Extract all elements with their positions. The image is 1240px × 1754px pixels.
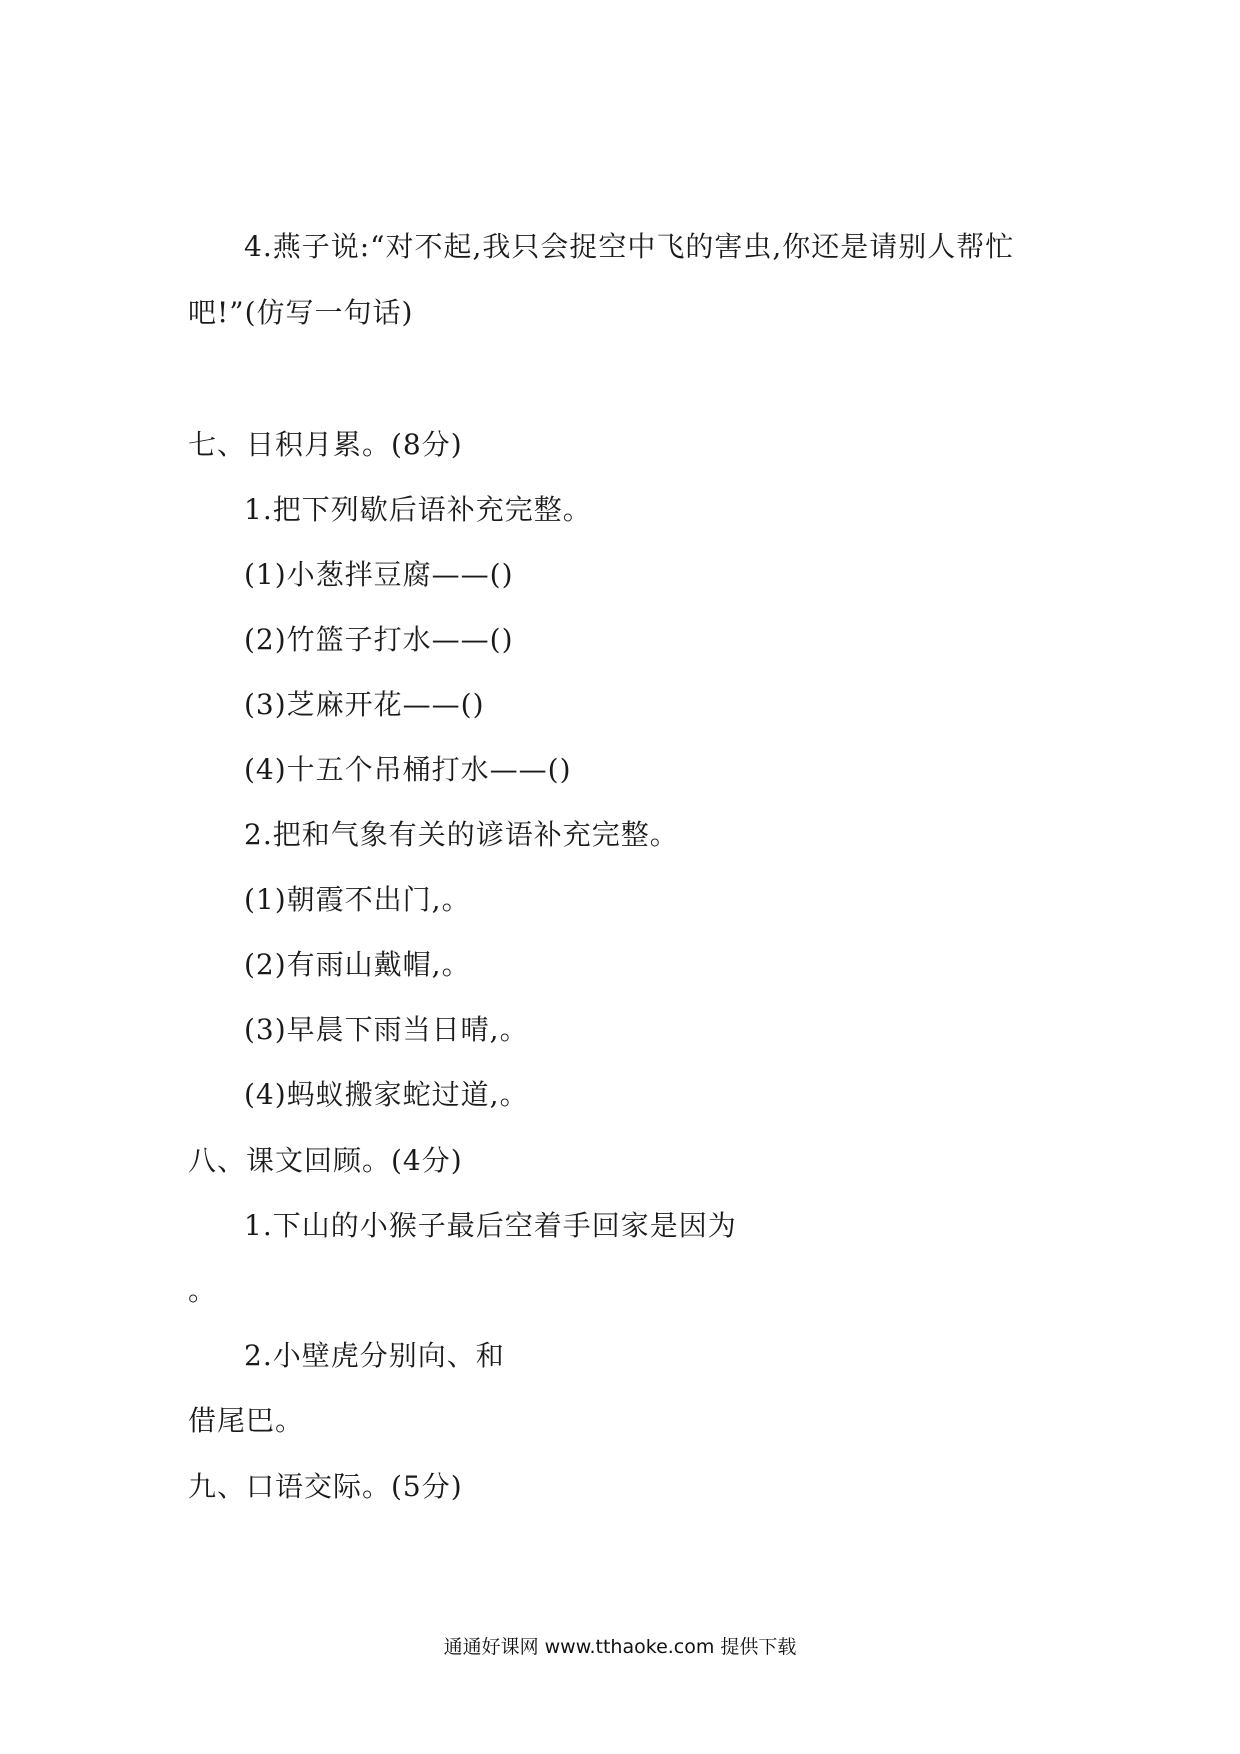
- question-6-4-line-2: 吧!”(仿写一句话): [188, 296, 414, 329]
- question-7-1-item-4: (4)十五个吊桶打水——(): [244, 753, 572, 786]
- question-7-1: 1.把下列歇后语补充完整。: [244, 493, 592, 526]
- section-9-heading: 九、口语交际。(5分): [188, 1470, 463, 1503]
- question-8-2-line-2: 借尾巴。: [188, 1404, 305, 1437]
- question-6-4-line-1: 4.燕子说:“对不起,我只会捉空中飞的害虫,你还是请别人帮忙: [244, 230, 1015, 263]
- question-7-1-item-3: (3)芝麻开花——(): [244, 688, 485, 721]
- question-7-1-item-1: (1)小葱拌豆腐——(): [244, 558, 514, 591]
- question-7-2: 2.把和气象有关的谚语补充完整。: [244, 818, 679, 851]
- section-7-heading: 七、日积月累。(8分): [188, 428, 463, 461]
- question-7-2-item-2: (2)有雨山戴帽,。: [244, 948, 471, 981]
- question-7-2-item-4: (4)蚂蚁搬家蛇过道,。: [244, 1078, 529, 1111]
- footer-text: 通通好课网 www.tthaoke.com 提供下载: [443, 1636, 797, 1658]
- question-8-1-line-2: 。: [188, 1274, 218, 1307]
- question-8-2-line-1: 2.小壁虎分别向、和: [244, 1339, 505, 1372]
- section-8-heading: 八、课文回顾。(4分): [188, 1144, 463, 1177]
- question-8-1-line-1: 1.下山的小猴子最后空着手回家是因为: [244, 1209, 737, 1242]
- question-7-2-item-1: (1)朝霞不出门,。: [244, 883, 471, 916]
- question-7-2-item-3: (3)早晨下雨当日晴,。: [244, 1013, 529, 1046]
- question-7-1-item-2: (2)竹篮子打水——(): [244, 623, 514, 656]
